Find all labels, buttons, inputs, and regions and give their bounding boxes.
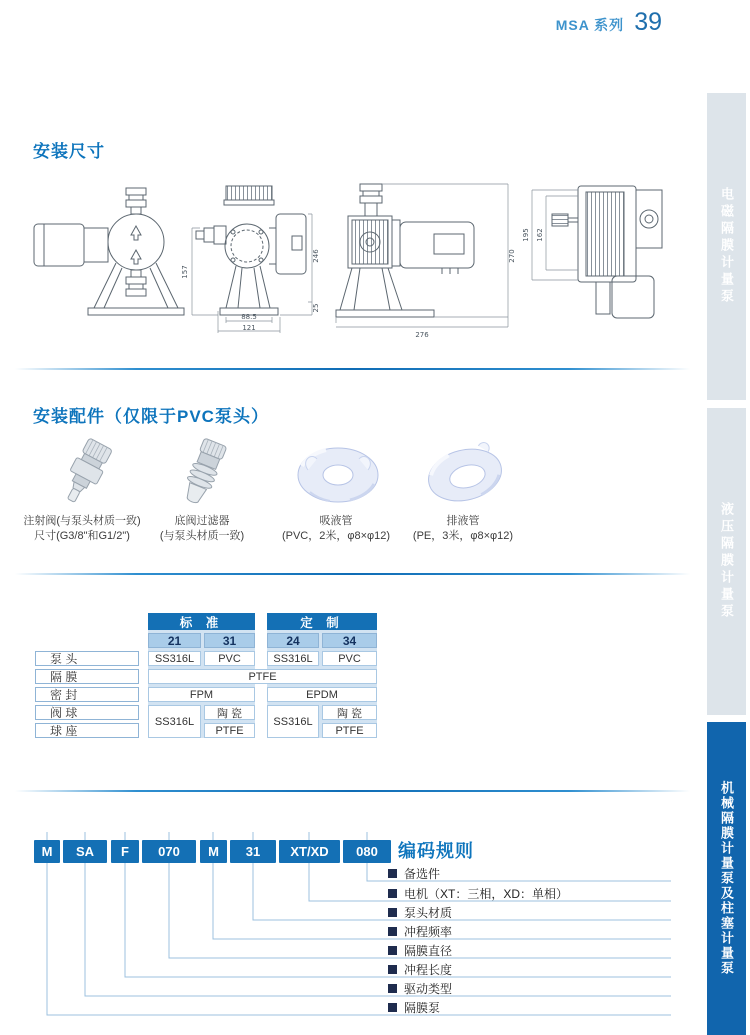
code-box: M	[34, 840, 60, 863]
accessory-spec: 尺寸(G3/8"和G1/2")	[34, 530, 130, 542]
dim-157: 157	[181, 265, 189, 279]
section-divider	[15, 790, 690, 792]
accessory-name: 底阀过滤器	[174, 515, 230, 527]
table-value-grid	[148, 613, 377, 738]
table-col-24: 24	[267, 633, 319, 648]
dim-246: 246	[312, 249, 320, 263]
table-cell: FPM	[148, 687, 255, 702]
code-item: 驱动类型	[388, 980, 452, 996]
table-cell: EPDM	[267, 687, 377, 702]
code-item: 隔膜直径	[388, 942, 452, 958]
table-col-31: 31	[204, 633, 255, 648]
sidebar-tab-mechanical	[707, 722, 746, 1035]
installation-drawings	[30, 178, 705, 353]
dim-162: 162	[536, 228, 544, 242]
accessory-spec: (PE，3米，φ8×φ12)	[412, 530, 514, 542]
table-row-label: 阀 球	[35, 705, 139, 720]
foot-valve-strainer-image	[160, 438, 246, 512]
sidebar-tab-hydraulic	[707, 408, 746, 715]
square-bullet-icon	[388, 927, 397, 936]
table-cell: SS316L	[267, 705, 319, 738]
code-box: 080	[343, 840, 391, 863]
discharge-tube-image	[415, 440, 515, 510]
table-row-label: 隔 膜	[35, 669, 139, 684]
table-group-header-standard: 标 准	[148, 613, 255, 630]
square-bullet-icon	[388, 1003, 397, 1012]
code-item: 隔膜泵	[388, 999, 440, 1015]
series-label: MSA 系列	[555, 17, 625, 33]
code-box: SA	[63, 840, 107, 863]
table-cell: SS316L	[148, 651, 201, 666]
injection-valve-image	[42, 438, 128, 512]
pump-top-view-drawing	[522, 186, 662, 318]
code-item: 冲程频率	[388, 923, 452, 939]
pump-front-view-drawing	[181, 186, 320, 333]
dimensions-title: 安装尺寸	[33, 142, 105, 161]
table-cell: PTFE	[204, 723, 255, 738]
dim-25: 25	[312, 303, 320, 313]
table-cell: PTFE	[322, 723, 377, 738]
page-header	[556, 8, 662, 37]
coding-section	[0, 828, 705, 1035]
table-cell: SS316L	[148, 705, 201, 738]
coding-title: 编码规则	[398, 841, 474, 861]
square-bullet-icon	[388, 946, 397, 955]
code-item: 冲程长度	[388, 961, 452, 977]
dim-270: 270	[508, 249, 516, 263]
suction-tube-image	[288, 440, 388, 510]
square-bullet-icon	[388, 908, 397, 917]
dim-195: 195	[522, 228, 530, 242]
sidebar-tab-label: 液压隔膜计量泵	[719, 502, 734, 621]
sidebar-tab-electromagnetic	[707, 93, 746, 400]
sidebar-tab-label: 机械隔膜计量泵及柱塞计量泵	[719, 781, 734, 976]
code-item: 备选件	[388, 865, 440, 881]
table-col-21: 21	[148, 633, 201, 648]
section-divider	[15, 573, 690, 575]
accessories-title: 安装配件（仅限于PVC泵头）	[33, 407, 269, 426]
code-item: 泵头材质	[388, 904, 452, 920]
table-group-header-custom: 定 制	[267, 613, 377, 630]
table-col-34: 34	[322, 633, 377, 648]
table-row-label: 球 座	[35, 723, 139, 738]
accessory-label	[127, 514, 277, 544]
accessory-spec: (PVC，2米，φ8×φ12)	[281, 530, 391, 542]
table-cell: 陶 瓷	[204, 705, 255, 720]
square-bullet-icon	[388, 889, 397, 898]
section-divider	[15, 368, 690, 370]
page-number: 39	[634, 8, 662, 36]
accessory-spec: (与泵头材质一致)	[159, 530, 245, 542]
code-box: 070	[142, 840, 196, 863]
table-row-label: 密 封	[35, 687, 139, 702]
accessory-label	[383, 514, 543, 544]
dim-88-5: 88.5	[241, 313, 257, 321]
square-bullet-icon	[388, 965, 397, 974]
code-box: M	[200, 840, 227, 863]
sidebar-tab-label: 电磁隔膜计量泵	[719, 187, 734, 306]
pump-side-view2-drawing	[336, 184, 516, 339]
dim-276: 276	[415, 331, 429, 339]
table-row-label: 泵 头	[35, 651, 139, 666]
code-box: XT/XD	[279, 840, 340, 863]
code-item: 电机（XT：三相，XD：单相）	[388, 885, 568, 901]
table-cell: PTFE	[148, 669, 377, 684]
square-bullet-icon	[388, 984, 397, 993]
pump-side-view-drawing	[34, 188, 184, 315]
materials-table	[35, 613, 380, 738]
accessory-name: 注射阀(与泵头材质一致)	[23, 515, 141, 527]
code-box: 31	[230, 840, 276, 863]
accessory-name: 排液管	[446, 515, 480, 527]
table-cell: SS316L	[267, 651, 319, 666]
accessory-name: 吸液管	[319, 515, 353, 527]
square-bullet-icon	[388, 869, 397, 878]
table-cell: PVC	[322, 651, 377, 666]
table-cell: PVC	[204, 651, 255, 666]
table-cell: 陶 瓷	[322, 705, 377, 720]
code-box: F	[111, 840, 139, 863]
dim-121: 121	[242, 324, 256, 332]
